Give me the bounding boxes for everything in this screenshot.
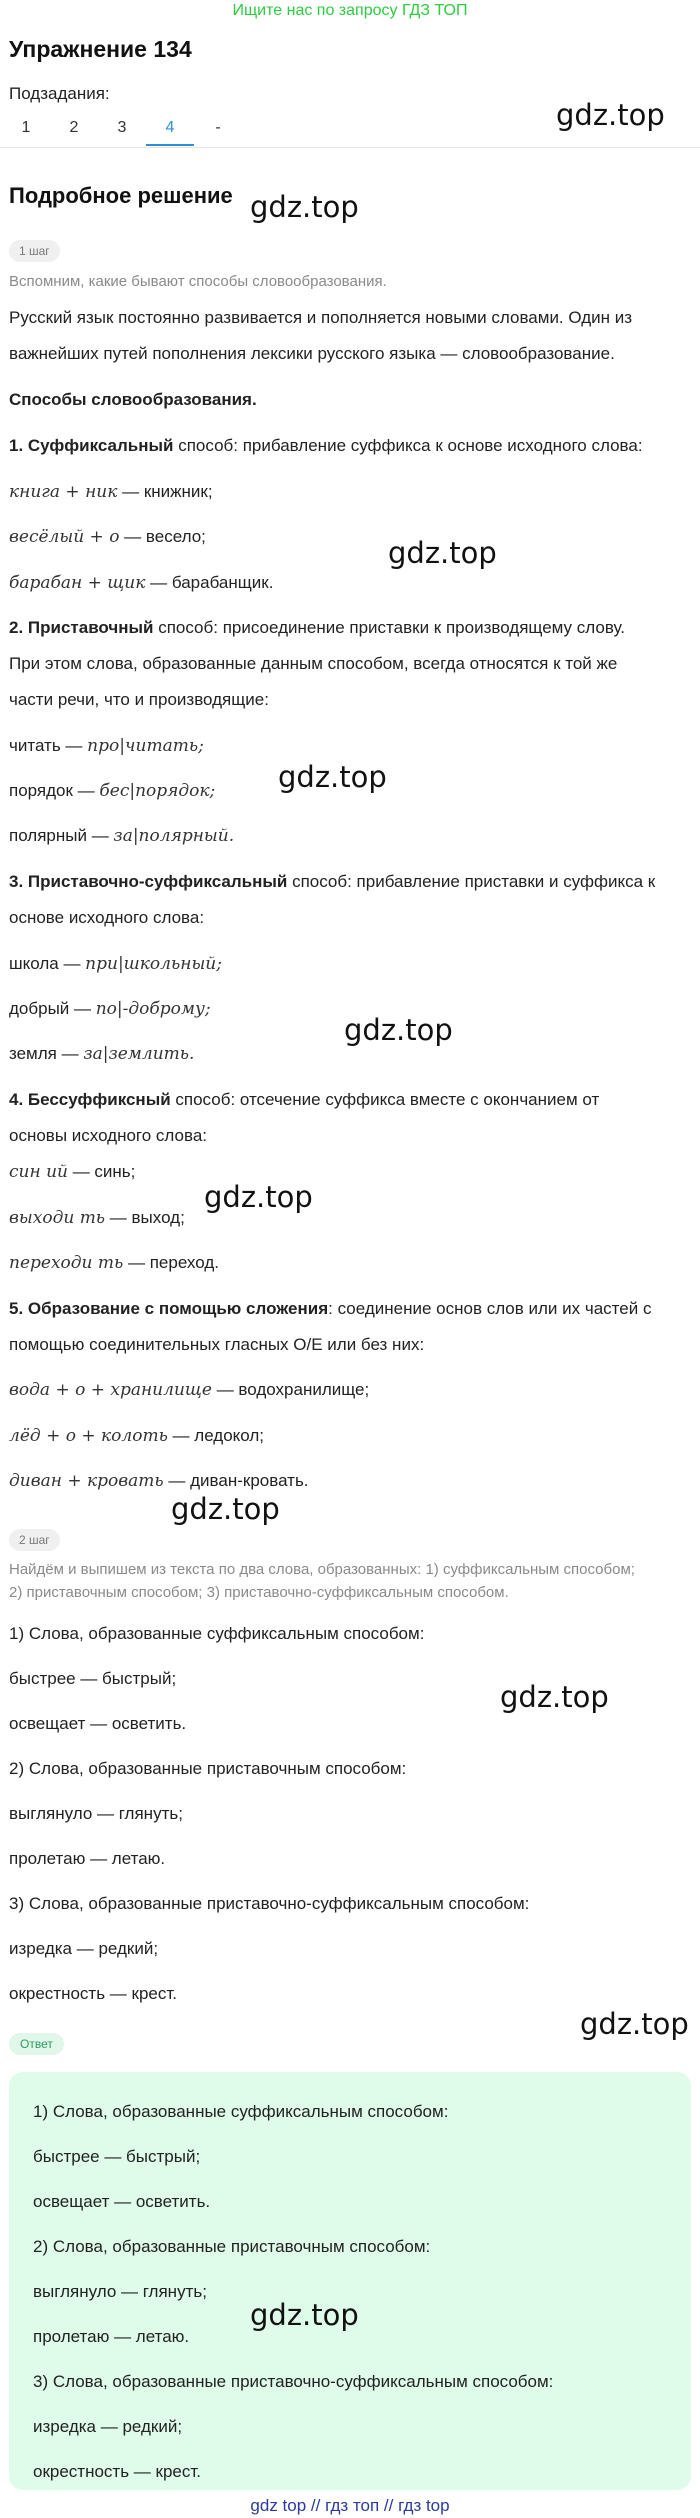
example-result: — диван-кровать. [163, 1471, 309, 1490]
example-morph: диван + кровать [9, 1471, 164, 1491]
step-2-line: 2) Слова, образованные приставочным способом: [9, 1759, 407, 1778]
method-1-name: 1. Суффиксальный [9, 436, 174, 455]
answer-badge: Ответ [9, 2033, 64, 2055]
example-morph: лёд + о + колоть [9, 1426, 168, 1446]
subtask-tab-3[interactable]: 3 [117, 119, 127, 136]
subtask-tab-more[interactable]: - [215, 119, 221, 136]
example-line [9, 527, 206, 547]
example-base: школа — [9, 954, 86, 973]
step-2-badge: 2 шаг [9, 1529, 60, 1551]
step-1-badge: 1 шаг [9, 240, 60, 262]
example-line [9, 1471, 309, 1491]
example-morph: син ий [9, 1162, 68, 1182]
example-morph: за|полярный. [113, 826, 235, 846]
answer-line: пролетаю — летаю. [33, 2327, 190, 2346]
method-4-desc: способ: отсечение суффикса вместе с окончанием от [170, 1090, 600, 1109]
method-5-desc: : соединение основ слов или их частей с [328, 1299, 652, 1318]
example-base: читать — [9, 736, 88, 755]
promo-banner[interactable]: Ищите нас по запросу ГДЗ ТОП [232, 2, 468, 19]
example-line [9, 482, 213, 502]
method-2-name: 2. Приставочный [9, 618, 154, 637]
watermark: gdz.top [250, 2298, 359, 2332]
method-5 [9, 1299, 651, 1319]
methods-heading: Способы словообразования. [9, 390, 257, 409]
example-morph: весёлый + о [9, 527, 120, 547]
watermark: gdz.top [171, 1492, 280, 1526]
answer-line: 3) Слова, образованные приставочно-суффиксальным способом: [33, 2372, 554, 2391]
answer-line: 2) Слова, образованные приставочным способом: [33, 2237, 431, 2256]
method-2 [9, 618, 625, 638]
method-2-desc-3: части речи, что и производящие: [9, 690, 269, 709]
example-result: — переход. [123, 1253, 219, 1272]
method-2-desc: способ: присоединение приставки к производящему слову. [153, 618, 626, 637]
example-morph: за|землить. [83, 1044, 195, 1064]
answer-line: 1) Слова, образованные суффиксальным способом: [33, 2102, 449, 2121]
method-4 [9, 1090, 599, 1110]
subtask-tab-4[interactable]: 4 [146, 110, 194, 146]
example-base: добрый — [9, 999, 96, 1018]
example-line [9, 826, 234, 846]
step-2-line: быстрее — быстрый; [9, 1669, 177, 1688]
example-morph: книга + ник [9, 482, 118, 502]
example-line [9, 1426, 264, 1446]
example-base: порядок — [9, 781, 100, 800]
method-3-desc: способ: прибавление приставки и суффикса к [287, 872, 656, 891]
example-line [9, 954, 222, 974]
subtasks-label: Подзадания: [9, 84, 110, 103]
subtask-tabs [0, 110, 242, 150]
example-base: земля — [9, 1044, 84, 1063]
example-result: — синь; [67, 1162, 136, 1181]
method-1 [9, 436, 643, 456]
answer-line: окрестность — крест. [33, 2462, 201, 2481]
subtask-tab-2[interactable]: 2 [69, 119, 79, 136]
example-result: — барабанщик. [145, 573, 274, 592]
method-3 [9, 872, 655, 892]
watermark: gdz.top [500, 1680, 609, 1714]
answer-line: выглянуло — глянуть; [33, 2282, 207, 2301]
answer-line: освещает — осветить. [33, 2192, 211, 2211]
example-morph: про|читать; [87, 736, 204, 756]
watermark: gdz.top [278, 760, 387, 794]
example-line [9, 781, 215, 801]
step-2-line: выглянуло — глянуть; [9, 1804, 183, 1823]
example-line [9, 1162, 135, 1182]
example-line [9, 999, 211, 1019]
step-2-line: окрестность — крест. [9, 1984, 177, 2003]
example-base: полярный — [9, 826, 114, 845]
example-line [9, 736, 204, 756]
watermark: gdz.top [388, 536, 497, 570]
footer-links[interactable]: gdz top // гдз топ // гдз top [250, 2496, 450, 2515]
method-5-name: 5. Образование с помощью сложения [9, 1299, 329, 1318]
example-morph: переходи ть [9, 1253, 124, 1273]
example-line [9, 1253, 219, 1273]
watermark: gdz.top [344, 1013, 453, 1047]
example-morph: вода + о + хранилище [9, 1380, 212, 1400]
step-2-hint-1: Найдём и выпишем из текста по два слова, образованных: 1) суффиксальным способом; [9, 1561, 635, 1578]
step-2-line: изредка — редкий; [9, 1939, 159, 1958]
method-3-name: 3. Приставочно-суффиксальный [9, 872, 288, 891]
example-morph: барабан + щик [9, 573, 146, 593]
example-morph: по|-доброму; [95, 999, 211, 1019]
step-2-line: 3) Слова, образованные приставочно-суффиксальным способом: [9, 1894, 530, 1913]
method-5-desc-2: помощью соединительных гласных О/Е или без них: [9, 1335, 425, 1354]
watermark: gdz.top [250, 190, 359, 224]
method-2-desc-2: При этом слова, образованные данным способом, всегда относятся к той же [9, 654, 618, 673]
solution-title: Подробное решение [9, 183, 233, 208]
example-morph: выходи ть [9, 1208, 106, 1228]
watermark: gdz.top [204, 1180, 313, 1214]
answer-line: изредка — редкий; [33, 2417, 183, 2436]
example-result: — весело; [119, 527, 206, 546]
example-result: — водохранилище; [211, 1380, 370, 1399]
example-line [9, 1380, 369, 1400]
example-line [9, 1044, 194, 1064]
example-line [9, 573, 273, 593]
subtasks-divider [0, 147, 700, 148]
step-2-line: пролетаю — летаю. [9, 1849, 166, 1868]
step-2-line: освещает — осветить. [9, 1714, 187, 1733]
method-4-desc-2: основы исходного слова: [9, 1126, 208, 1145]
step-2-hint-2: 2) приставочным способом; 3) приставочно-суффиксальным способом. [9, 1584, 509, 1601]
method-4-name: 4. Бессуффиксный [9, 1090, 171, 1109]
step-1-hint: Вспомним, какие бывают способы словообразования. [9, 273, 387, 290]
watermark: gdz.top [580, 2007, 689, 2041]
intro-line-1: Русский язык постоянно развивается и пополняется новыми словами. Один из [9, 308, 633, 327]
intro-line-2: важнейших путей пополнения лексики русского языка — словообразование. [9, 344, 615, 363]
example-line [9, 1208, 185, 1228]
example-result: — ледокол; [167, 1426, 265, 1445]
method-3-desc-2: основе исходного слова: [9, 908, 205, 927]
page-title: Упражнение 134 [9, 36, 192, 62]
answer-line: быстрее — быстрый; [33, 2147, 201, 2166]
example-result: — выход; [105, 1208, 185, 1227]
example-morph: бес|порядок; [99, 781, 216, 801]
step-2-line: 1) Слова, образованные суффиксальным способом: [9, 1624, 425, 1643]
method-1-desc: способ: прибавление суффикса к основе исходного слова: [173, 436, 643, 455]
subtask-tab-1[interactable]: 1 [21, 119, 31, 136]
example-result: — книжник; [117, 482, 213, 501]
watermark: gdz.top [556, 98, 665, 132]
example-morph: при|школьный; [85, 954, 222, 974]
